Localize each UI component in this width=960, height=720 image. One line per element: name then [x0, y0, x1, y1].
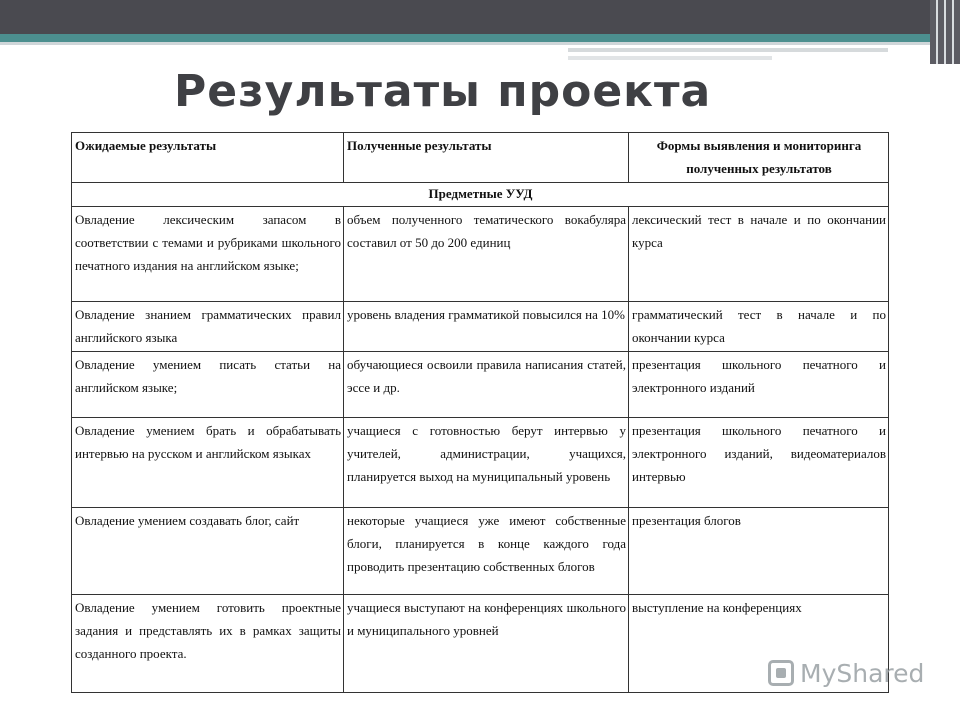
decor-line: [568, 56, 772, 60]
header-forms: Формы выявления и мониторинга полученных результатов: [629, 133, 889, 183]
table-row: [72, 418, 889, 508]
cell-forms: грамматический тест в начале и по окончании курса: [629, 302, 889, 352]
cell-expected: Овладение знанием грамматических правил английского языка: [72, 302, 344, 352]
table-row: [72, 508, 889, 595]
decor-top-bar: [0, 0, 930, 34]
cell-obtained: некоторые учащиеся уже имеют собственные блоги, планируется в конце каждого года проводить презентацию собственных блогов: [344, 508, 629, 595]
header-obtained: Полученные результаты: [344, 133, 629, 183]
cell-forms: лексический тест в начале и по окончании курса: [629, 207, 889, 302]
myshared-logo-icon: [768, 660, 794, 686]
watermark-text: MyShared: [800, 658, 925, 688]
decor-teal-bar: [0, 34, 930, 42]
cell-obtained: учащиеся выступают на конференциях школьного и муниципального уровней: [344, 595, 629, 693]
section-title: Предметные УУД: [72, 183, 889, 207]
decor-top-edge: [930, 0, 960, 64]
header-expected: Ожидаемые результаты: [72, 133, 344, 183]
cell-obtained: объем полученного тематического вокабуляра составил от 50 до 200 единиц: [344, 207, 629, 302]
cell-forms: выступление на конференциях: [629, 595, 889, 693]
cell-forms: презентация школьного печатного и электронного изданий, видеоматериалов интервью: [629, 418, 889, 508]
cell-obtained: уровень владения грамматикой повысился на 10%: [344, 302, 629, 352]
table-row: [72, 302, 889, 352]
cell-expected: Овладение умением готовить проектные задания и представлять их в рамках защиты созданного проекта.: [72, 595, 344, 693]
table-row: [72, 595, 889, 693]
cell-expected: Овладение умением создавать блог, сайт: [72, 508, 344, 595]
cell-obtained: учащиеся с готовностью берут интервью у учителей, администрации, учащихся, планируется выход на муниципальный уровень: [344, 418, 629, 508]
table-header-row: [72, 133, 889, 183]
cell-expected: Овладение умением писать статьи на английском языке;: [72, 352, 344, 418]
results-table: [71, 132, 889, 693]
cell-expected: Овладение лексическим запасом в соответствии с темами и рубриками школьного печатного издания на английском языке;: [72, 207, 344, 302]
cell-obtained: обучающиеся освоили правила написания статей, эссе и др.: [344, 352, 629, 418]
slide-title: Результаты проекта: [174, 66, 712, 117]
cell-expected: Овладение умением брать и обрабатывать интервью на русском и английском языках: [72, 418, 344, 508]
watermark: [768, 658, 924, 688]
decor-line: [568, 48, 888, 52]
table-row: [72, 352, 889, 418]
cell-forms: презентация школьного печатного и электронного изданий: [629, 352, 889, 418]
cell-forms: презентация блогов: [629, 508, 889, 595]
table-row: [72, 207, 889, 302]
section-row: [72, 183, 889, 207]
decor-line: [0, 42, 930, 45]
